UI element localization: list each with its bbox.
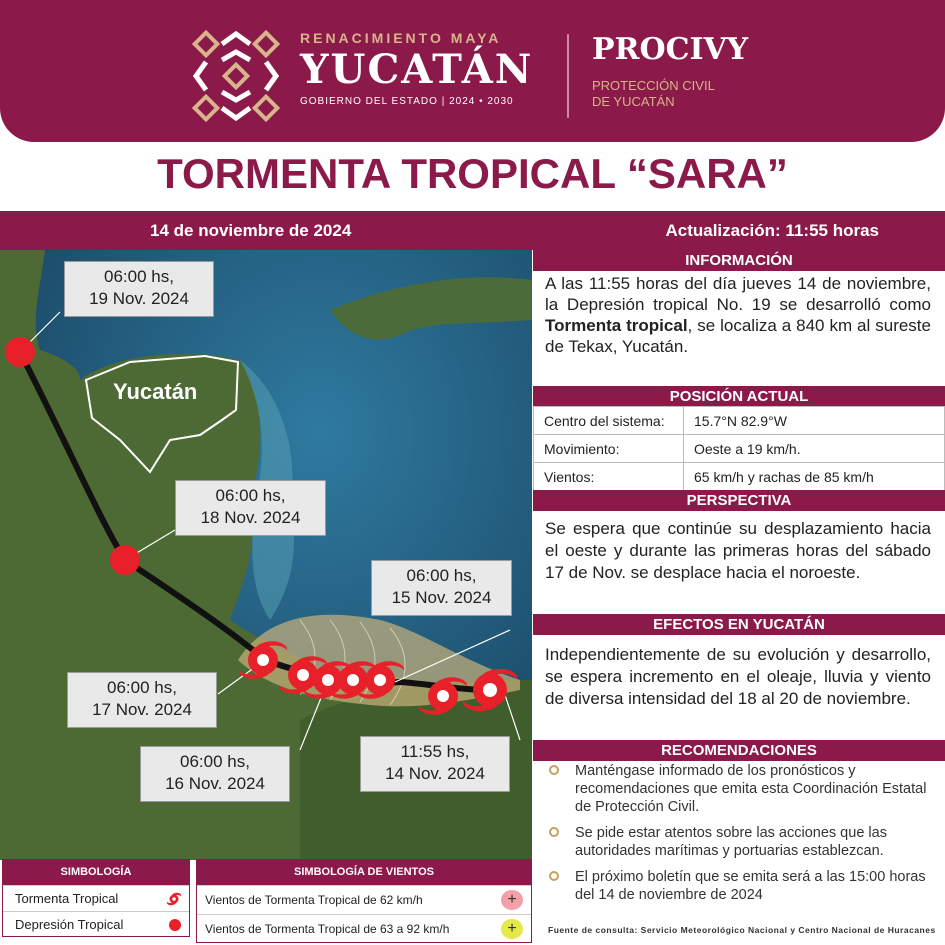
perspective-heading: PERSPECTIVA bbox=[533, 490, 945, 511]
list-item bbox=[545, 762, 935, 816]
callout-15nov bbox=[371, 560, 512, 616]
callout-date: 18 Nov. 2024 bbox=[200, 508, 301, 527]
wind-62-marker-icon: + bbox=[501, 890, 523, 910]
callout-date: 15 Nov. 2024 bbox=[391, 588, 492, 607]
wind-legend-label-2: Vientos de Tormenta Tropical de 63 a 92 km/h bbox=[205, 922, 450, 936]
recommendation-text: Manténgase informado de los pronósticos y recomendaciones que emita esta Coordinación Estatal de Protección Civil. bbox=[575, 763, 927, 815]
perspective-text: Se espera que continúe su desplazamiento hacia el oeste y durante las primeras horas del sábado 17 de Nov. se desplace hacia el noroeste. bbox=[545, 519, 931, 582]
position-value: Oeste a 19 km/h. bbox=[684, 435, 945, 463]
logo-government-line: GOBIERNO DEL ESTADO | 2024 • 2030 bbox=[300, 96, 514, 107]
agency-subtitle-line-1: PROTECCIÓN CIVIL bbox=[592, 78, 715, 93]
logo-tagline: RENACIMIENTO MAYA bbox=[300, 30, 502, 46]
bullet-icon bbox=[549, 871, 559, 881]
bullet-icon bbox=[549, 827, 559, 837]
table-row bbox=[534, 463, 945, 491]
storm-track-map bbox=[0, 250, 532, 860]
callout-time: 11:55 hs, bbox=[400, 742, 470, 761]
callout-19nov bbox=[64, 261, 214, 317]
callout-date: 14 Nov. 2024 bbox=[385, 764, 485, 783]
legend-storm-label: Tormenta Tropical bbox=[15, 891, 119, 906]
callout-time: 06:00 hs, bbox=[180, 752, 250, 771]
recommendations-heading: RECOMENDACIONES bbox=[533, 740, 945, 761]
agency-subtitle-line-2: DE YUCATÁN bbox=[592, 94, 675, 109]
symbol-legend bbox=[2, 859, 190, 937]
callout-16nov bbox=[140, 746, 290, 802]
wind-63-92-marker-icon: + bbox=[501, 919, 523, 939]
callout-18nov bbox=[175, 480, 326, 536]
callout-date: 16 Nov. 2024 bbox=[165, 774, 265, 793]
info-text-part-1: A las 11:55 horas del día jueves 14 de noviembre, la Depresión tropical No. 19 se desarrolló como bbox=[545, 274, 931, 314]
recommendations-list bbox=[545, 762, 935, 912]
header-divider bbox=[567, 34, 569, 118]
effects-heading: EFECTOS EN YUCATÁN bbox=[533, 614, 945, 635]
legend-row-storm bbox=[3, 885, 189, 911]
legend-depression-label: Depresión Tropical bbox=[15, 917, 124, 932]
position-label: Vientos: bbox=[534, 463, 684, 491]
info-text-part-2: , se localiza a 840 km al sureste de Tekax, Yucatán. bbox=[545, 316, 931, 356]
callout-17nov bbox=[67, 672, 217, 728]
depression-point-19nov bbox=[5, 337, 35, 367]
effects-text: Independientemente de su evolución y desarrollo, se espera incremento en el oleaje, lluvia y viento de diversa intensidad del 18 al 20 de noviembre. bbox=[545, 645, 931, 708]
update-time: Actualización: 11:55 horas bbox=[665, 221, 879, 240]
position-heading: POSICIÓN ACTUAL bbox=[533, 386, 945, 407]
legend-heading: SIMBOLOGÍA bbox=[3, 860, 189, 885]
position-label: Movimiento: bbox=[534, 435, 684, 463]
table-row bbox=[534, 407, 945, 435]
info-text bbox=[545, 273, 931, 357]
position-value: 65 km/h y rachas de 85 km/h bbox=[684, 463, 945, 491]
wind-legend-heading: SIMBOLOGÍA DE VIENTOS bbox=[197, 860, 531, 885]
callout-date: 17 Nov. 2024 bbox=[92, 700, 192, 719]
callout-time: 06:00 hs, bbox=[215, 486, 286, 505]
callout-date: 19 Nov. 2024 bbox=[89, 289, 189, 308]
wind-legend-row-1 bbox=[197, 885, 531, 914]
recommendation-text: Se pide estar atentos sobre las acciones que las autoridades marítimas y portuarias establezcan. bbox=[575, 825, 887, 859]
bulletin-date: 14 de noviembre de 2024 bbox=[150, 221, 352, 240]
depression-dot-icon bbox=[169, 919, 181, 931]
maya-logo-icon bbox=[192, 30, 280, 122]
depression-point-18nov bbox=[110, 545, 140, 575]
callout-14nov bbox=[360, 736, 510, 792]
position-label: Centro del sistema: bbox=[534, 407, 684, 435]
agency-subtitle bbox=[592, 78, 715, 110]
bullet-icon bbox=[549, 765, 559, 775]
wind-legend bbox=[196, 859, 532, 943]
source-note: Fuente de consulta: Servicio Meteorológico Nacional y Centro Nacional de Huracanes bbox=[548, 925, 936, 935]
list-item bbox=[545, 868, 935, 904]
recommendation-text: El próximo boletín que se emita será a las 15:00 horas del 14 de noviembre de 2024 bbox=[575, 869, 926, 903]
position-value: 15.7°N 82.9°W bbox=[684, 407, 945, 435]
list-item bbox=[545, 824, 935, 860]
yucatan-region-label: Yucatán bbox=[113, 379, 198, 404]
logo-text bbox=[300, 30, 550, 107]
header-banner bbox=[0, 0, 945, 142]
info-heading: INFORMACIÓN bbox=[533, 250, 945, 271]
table-row bbox=[534, 435, 945, 463]
legend-row-depression bbox=[3, 911, 189, 937]
logo-state-name: YUCATÁN bbox=[300, 46, 534, 93]
callout-time: 06:00 hs, bbox=[406, 566, 477, 585]
info-text-bold: Tormenta tropical bbox=[545, 316, 688, 335]
page-title: TORMENTA TROPICAL “SARA” bbox=[157, 150, 788, 197]
wind-legend-row-2 bbox=[197, 914, 531, 943]
storm-symbol-icon bbox=[165, 890, 183, 908]
callout-time: 06:00 hs, bbox=[107, 678, 177, 697]
position-table bbox=[533, 406, 945, 491]
wind-legend-label-1: Vientos de Tormenta Tropical de 62 km/h bbox=[205, 893, 423, 907]
agency-name: PROCIVY bbox=[592, 32, 749, 67]
callout-time: 06:00 hs, bbox=[104, 267, 174, 286]
date-bar bbox=[0, 211, 945, 250]
